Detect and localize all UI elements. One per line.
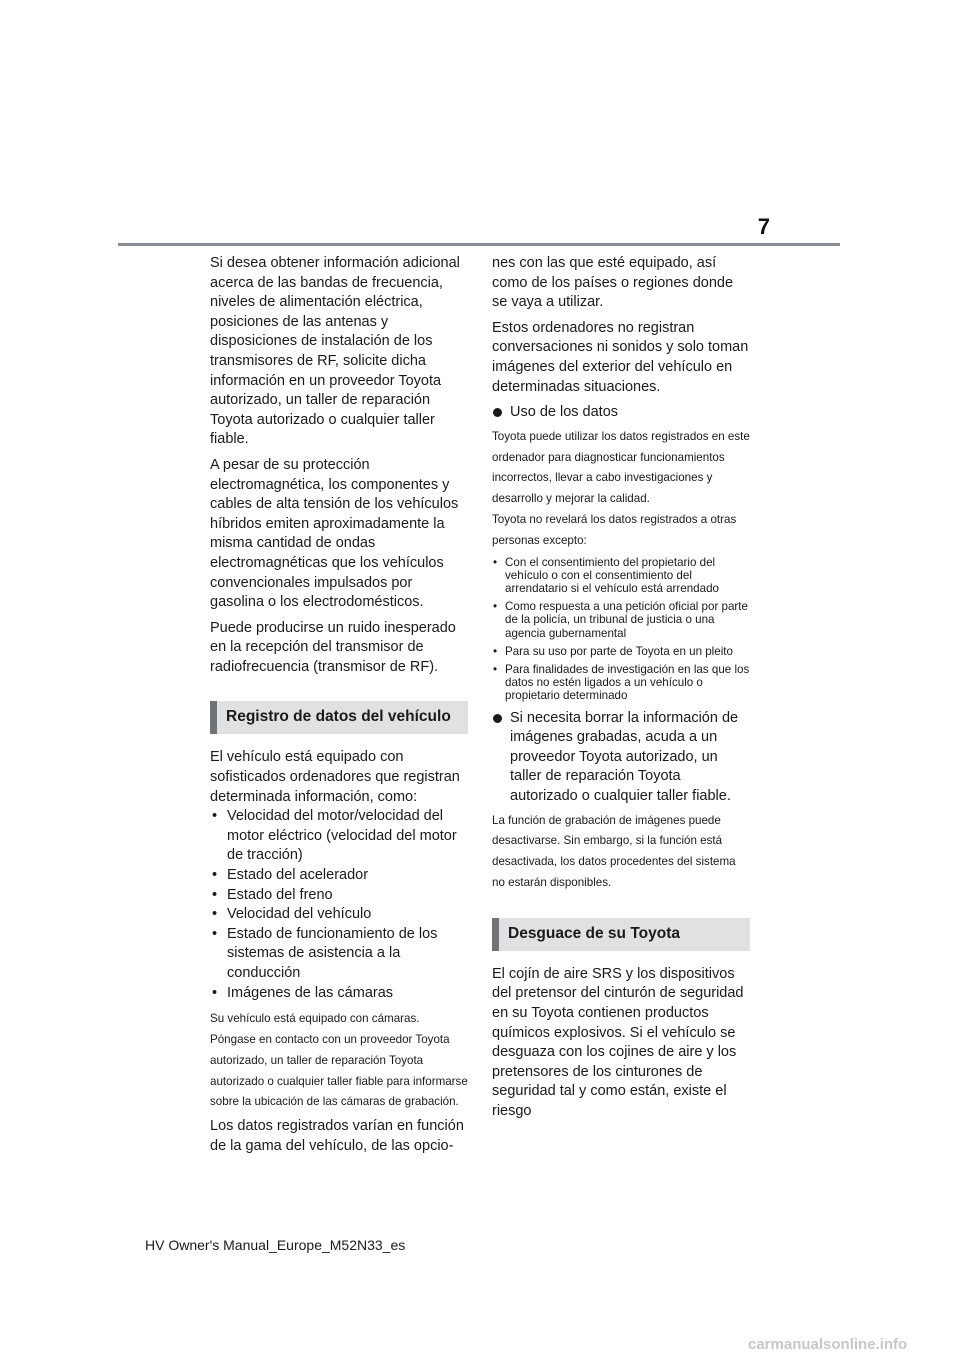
list-item: • Como respuesta a una petición oficial por parte de la policía, un tribunal de justicia o una agencia gubernamental: [492, 600, 750, 640]
intro-paragraph: Puede producirse un ruido inesperado en la recepción del transmisor de radiofrecuencia (transmisor de RF).: [210, 619, 456, 675]
list-item: • Velocidad del vehículo: [210, 905, 468, 925]
no-audio-paragraph: Estos ordenadores no registran conversaciones ni sonidos y solo toman imágenes del exterior del vehículo en determinadas situaciones.: [492, 319, 749, 395]
list-item: • Con el consentimiento del propietario del vehículo o con el consentimiento del arrendatario si el vehículo está arrendado: [492, 556, 750, 596]
list-item: • Para finalidades de investigación en las que los datos no estén ligados a un vehículo o propietario determinado: [492, 663, 750, 703]
data-use-heading: Uso de los datos: [492, 403, 750, 423]
footer: HV Owner's Manual_Europe_M52N33_es: [145, 1237, 406, 1253]
list-item: • Velocidad del motor/velocidad del motor eléctrico (velocidad del motor de tracción): [210, 807, 468, 866]
data-use-text: Toyota puede utilizar los datos registrados en este ordenador para diagnosticar funcionamientos incorrectos, llevar a cabo investigaciones y desarrollo y mejorar la calidad.: [492, 429, 750, 506]
intro-paragraph: Si desea obtener información adicional acerca de las bandas de frecuencia, niveles de alimentación eléctrica, posiciones de las antenas y disposiciones de instalación de los transmisores de RF, solicite dicha información en un proveedor Toyota autorizado, un taller de reparación Toyota autorizado o cualquier taller fiable.: [210, 255, 460, 448]
erase-heading: Si necesita borrar la información de imágenes grabadas, acuda a un proveedor Toyota autorizado, un taller de reparación Toyota autorizado o cualquier taller fiable.: [492, 709, 750, 807]
page-number: 7: [757, 214, 770, 239]
bullet-dot-icon: [493, 714, 502, 723]
left-column: [210, 254, 468, 1162]
list-item: • Estado de funcionamiento de los sistemas de asistencia a la conducción: [210, 925, 468, 984]
list-item: • Estado del freno: [210, 886, 468, 906]
right-column: [492, 254, 750, 1127]
recorded-data-list: [210, 807, 468, 1003]
header-rule: [118, 243, 840, 246]
section-intro: El vehículo está equipado con sofisticados ordenadores que registran determinada información, como:: [210, 749, 460, 805]
list-item: • Imágenes de las cámaras: [210, 984, 468, 1004]
closing-paragraph: Los datos registrados varían en función de la gama del vehículo, de las opcio-: [210, 1118, 464, 1154]
section-heading-disposal: Desguace de su Toyota: [492, 918, 750, 951]
camera-note: Su vehículo está equipado con cámaras. Póngase en contacto con un proveedor Toyota autorizado, un taller de reparación Toyota autorizado o cualquier taller fiable para informarse sobre la ubicación de las cámaras de grabación.: [210, 1012, 468, 1109]
disposal-paragraph: El cojín de aire SRS y los dispositivos del pretensor del cinturón de seguridad en su Toyota contienen productos químicos explosivos. Si el vehículo se desguaza con los cojines de aire y los pretensores de los cinturones de seguridad tal y como están, existe el riesgo: [492, 965, 744, 1119]
intro-paragraph: A pesar de su protección electromagnética, los componentes y cables de alta tensión de los vehículos híbridos emiten aproximadamente la misma cantidad de ondas electromagnéticas que los vehículos convencionales impulsados por gasolina o los electrodomésticos.: [210, 456, 459, 611]
list-item: • Para su uso por parte de Toyota en un pleito: [492, 645, 750, 658]
list-item: • Estado del acelerador: [210, 866, 468, 886]
bullet-dot-icon: [493, 408, 502, 417]
continuation-paragraph: nes con las que esté equipado, así como de los países o regiones donde se vaya a utilizar.: [492, 255, 734, 311]
exceptions-list: [492, 556, 750, 703]
watermark: carmanualsonline.info: [748, 1336, 908, 1353]
data-use-text: Toyota no revelará los datos registrados a otras personas excepto:: [492, 512, 737, 547]
erase-note: La función de grabación de imágenes puede desactivarse. Sin embargo, si la función está desactivada, los datos procedentes del sistema no estarán disponibles.: [492, 813, 736, 889]
section-heading-vehicle-data: Registro de datos del vehículo: [210, 701, 468, 734]
